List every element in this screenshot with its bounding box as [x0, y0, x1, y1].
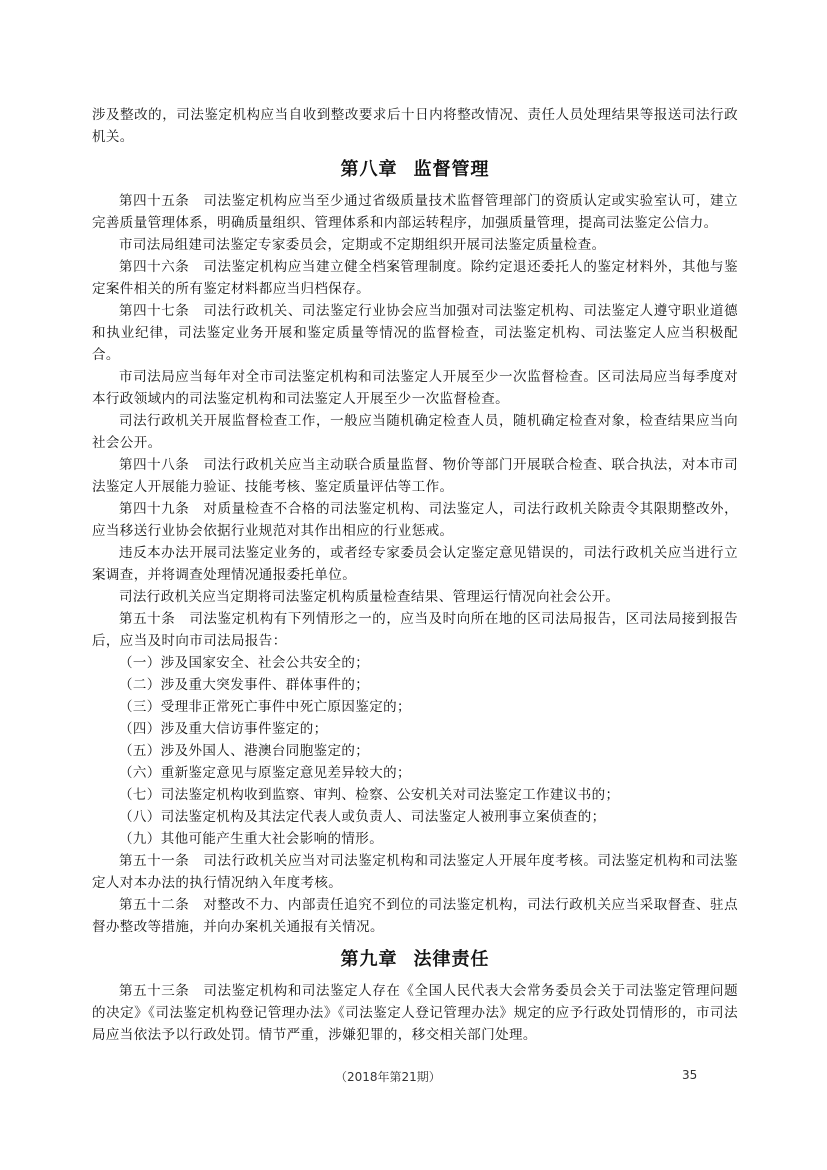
list-item: （八）司法鉴定机构及其法定代表人或负责人、司法鉴定人被刑事立案侦查的；	[119, 809, 606, 825]
list-item: （二）涉及重大突发事件、群体事件的；	[119, 677, 370, 693]
document-body	[92, 104, 738, 1046]
article-48: 第四十八条 司法行政机关应当主动联合质量监督、物价等部门开展联合检查、联合执法，对本市司法鉴定人开展能力验证、技能考核、鉴定质量评估等工作。	[92, 457, 738, 495]
article-45: 第四十五条 司法鉴定机构应当至少通过省级质量技术监督管理部门的资质认定或实验室认可，建立完善质量管理体系，明确质量组织、管理体系和内部运转程序，加强质量管理，提高司法鉴定公信力。	[92, 193, 738, 231]
article-46: 第四十六条 司法鉴定机构应当建立健全档案管理制度。除约定退还委托人的鉴定材料外，其他与鉴定案件相关的所有鉴定材料都应当归档保存。	[92, 259, 738, 297]
article-53: 第五十三条 司法鉴定机构和司法鉴定人存在《全国人民代表大会常务委员会关于司法鉴定管理问题的决定》《司法鉴定机构登记管理办法》《司法鉴定人登记管理办法》规定的应予行政处罚情形的，市司法局应当依法予以行政处罚。情节严重，涉嫌犯罪的，移交相关部门处理。	[92, 983, 738, 1043]
article-52: 第五十二条 对整改不力、内部责任追究不到位的司法鉴定机构，司法行政机关应当采取督查、驻点督办整改等措施，并向办案机关通报有关情况。	[92, 897, 738, 935]
article-49: 第四十九条 对质量检查不合格的司法鉴定机构、司法鉴定人，司法行政机关除责令其限期整改外，应当移送行业协会依据行业规范对其作出相应的行业惩戒。	[92, 501, 738, 539]
list-item: （四）涉及重大信访事件鉴定的；	[119, 721, 328, 737]
chapter-heading-9	[92, 946, 738, 974]
paragraph: 涉及整改的，司法鉴定机构应当自收到整改要求后十日内将整改情况、责任人员处理结果等报送司法行政机关。	[92, 107, 738, 145]
article-50: 第五十条 司法鉴定机构有下列情形之一的，应当及时向所在地的区司法局报告，区司法局接到报告后，应当及时向市司法局报告：	[92, 611, 738, 649]
list-item: （七）司法鉴定机构收到监察、审判、检察、公安机关对司法鉴定工作建议书的；	[119, 787, 620, 803]
chapter-number: 第八章	[340, 159, 398, 180]
page-footer	[0, 1068, 827, 1086]
page-number: 35	[682, 1068, 698, 1082]
article-51: 第五十一条 司法行政机关应当对司法鉴定机构和司法鉴定人开展年度考核。司法鉴定机构和司法鉴定人对本办法的执行情况纳入年度考核。	[92, 853, 738, 891]
list-item: （三）受理非正常死亡事件中死亡原因鉴定的；	[119, 699, 411, 715]
article-47: 第四十七条 司法行政机关、司法鉴定行业协会应当加强对司法鉴定机构、司法鉴定人遵守职业道德和执业纪律，司法鉴定业务开展和鉴定质量等情况的监督检查，司法鉴定机构、司法鉴定人应当积极配合。	[92, 303, 738, 363]
paragraph: 市司法局应当每年对全市司法鉴定机构和司法鉴定人开展至少一次监督检查。区司法局应当每季度对本行政领域内的司法鉴定机构和司法鉴定人开展至少一次监督检查。	[92, 369, 738, 407]
paragraph: 市司法局组建司法鉴定专家委员会，定期或不定期组织开展司法鉴定质量检查。	[119, 237, 606, 253]
chapter-number: 第九章	[340, 949, 398, 970]
paragraph: 违反本办法开展司法鉴定业务的，或者经专家委员会认定鉴定意见错误的，司法行政机关应当进行立案调查，并将调查处理情况通报委托单位。	[92, 545, 738, 583]
list-item: （一）涉及国家安全、社会公共安全的；	[119, 655, 370, 671]
chapter-heading-8	[92, 156, 738, 184]
paragraph: 司法行政机关应当定期将司法鉴定机构质量检查结果、管理运行情况向社会公开。	[119, 589, 620, 605]
list-item: （五）涉及外国人、港澳台同胞鉴定的；	[119, 743, 370, 759]
chapter-title: 监督管理	[413, 159, 490, 180]
paragraph: 司法行政机关开展监督检查工作，一般应当随机确定检查人员，随机确定检查对象，检查结果应当向社会公开。	[92, 413, 738, 451]
list-item: （九）其他可能产生重大社会影响的情形。	[119, 831, 384, 847]
list-item: （六）重新鉴定意见与原鉴定意见差异较大的；	[119, 765, 411, 781]
issue-label: （2018年第21期）	[335, 1070, 441, 1084]
chapter-title: 法律责任	[413, 949, 490, 970]
